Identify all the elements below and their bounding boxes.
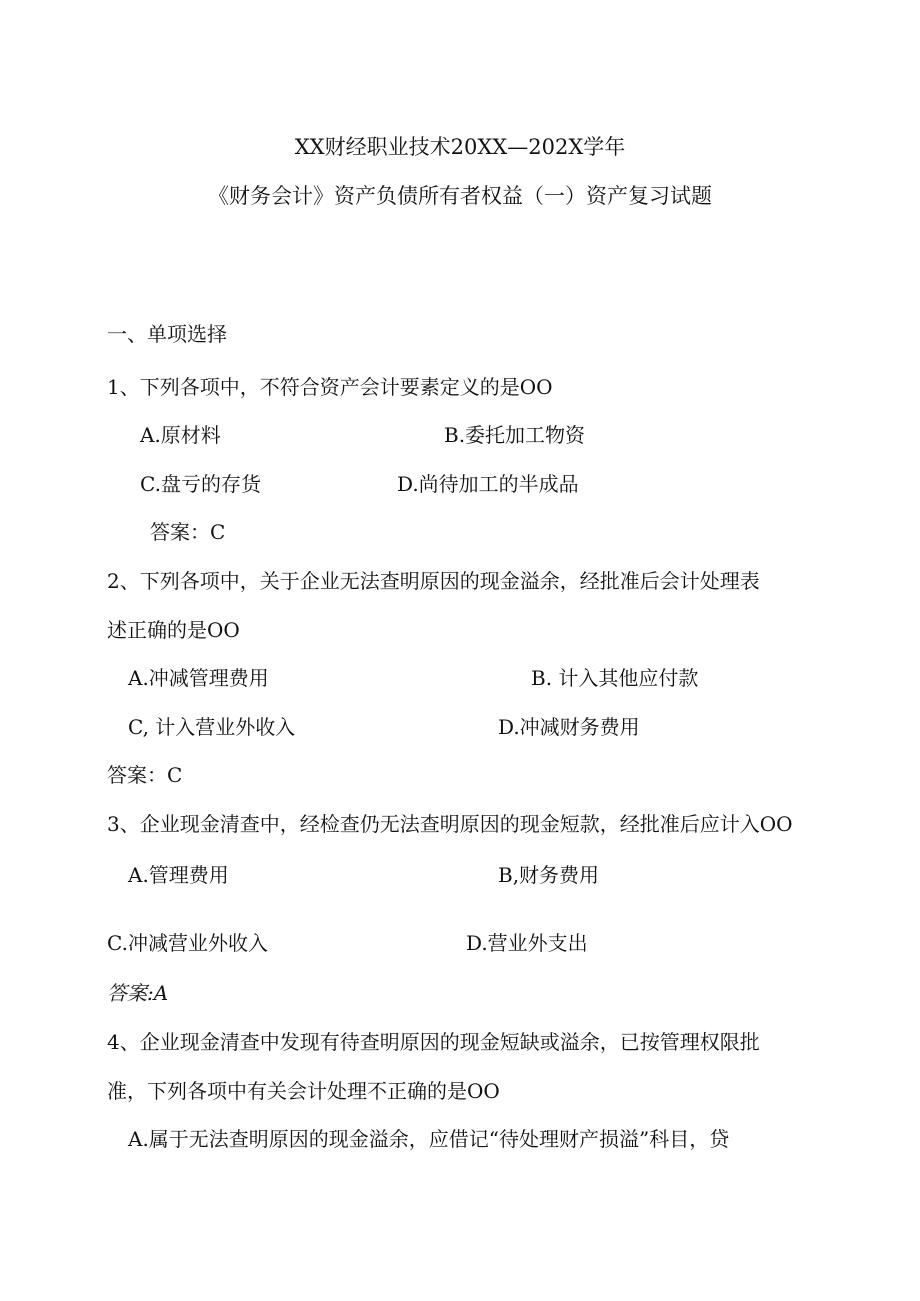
question-4-stem-line-1: 4、企业现金清查中发现有待查明原因的现金短缺或溢余，已按管理权限批: [107, 1030, 760, 1054]
question-2-stem-line-2: 述正确的是OO: [107, 618, 240, 642]
section-heading: 一、单项选择: [107, 322, 227, 346]
question-2-option-a: A.冲减管理费用: [128, 666, 269, 690]
question-3-option-d: D.营业外支出: [466, 931, 588, 955]
question-2-answer: 答案：C: [107, 763, 183, 787]
question-1-option-b: B.委托加工物资: [444, 423, 586, 447]
question-3-option-c: C.冲减营业外收入: [107, 931, 268, 955]
document-title: XX财经职业技术20XX—202X学年: [294, 135, 626, 159]
question-3-option-b: B,财务费用: [498, 863, 600, 887]
question-1-stem: 1、下列各项中，不符合资产会计要素定义的是OO: [107, 375, 553, 399]
question-2-stem-line-1: 2、下列各项中，关于企业无法查明原因的现金溢余，经批准后会计处理表: [107, 569, 760, 593]
question-1-option-d: D.尚待加工的半成品: [397, 472, 579, 496]
question-1-option-a: A.原材料: [140, 423, 221, 447]
question-3-option-a: A.管理费用: [128, 863, 229, 887]
question-2-option-b: B. 计入其他应付款: [531, 666, 699, 690]
question-2-option-c: C, 计入营业外收入: [128, 715, 296, 739]
question-3-answer: 答案:A: [107, 981, 169, 1005]
question-1-answer: 答案：C: [150, 520, 226, 544]
question-1-option-c: C.盘亏的存货: [140, 472, 261, 496]
question-2-option-d: D.冲减财务费用: [498, 715, 640, 739]
question-3-stem: 3、企业现金清查中，经检查仍无法查明原因的现金短款，经批准后应计入OO: [107, 812, 793, 836]
question-4-option-a: A.属于无法查明原因的现金溢余，应借记“待处理财产损溢”科目，贷: [128, 1127, 730, 1151]
question-4-stem-line-2: 准，下列各项中有关会计处理不正确的是OO: [107, 1079, 500, 1103]
document-subtitle: 《财务会计》资产负债所有者权益（一）资产复习试题: [208, 184, 712, 208]
